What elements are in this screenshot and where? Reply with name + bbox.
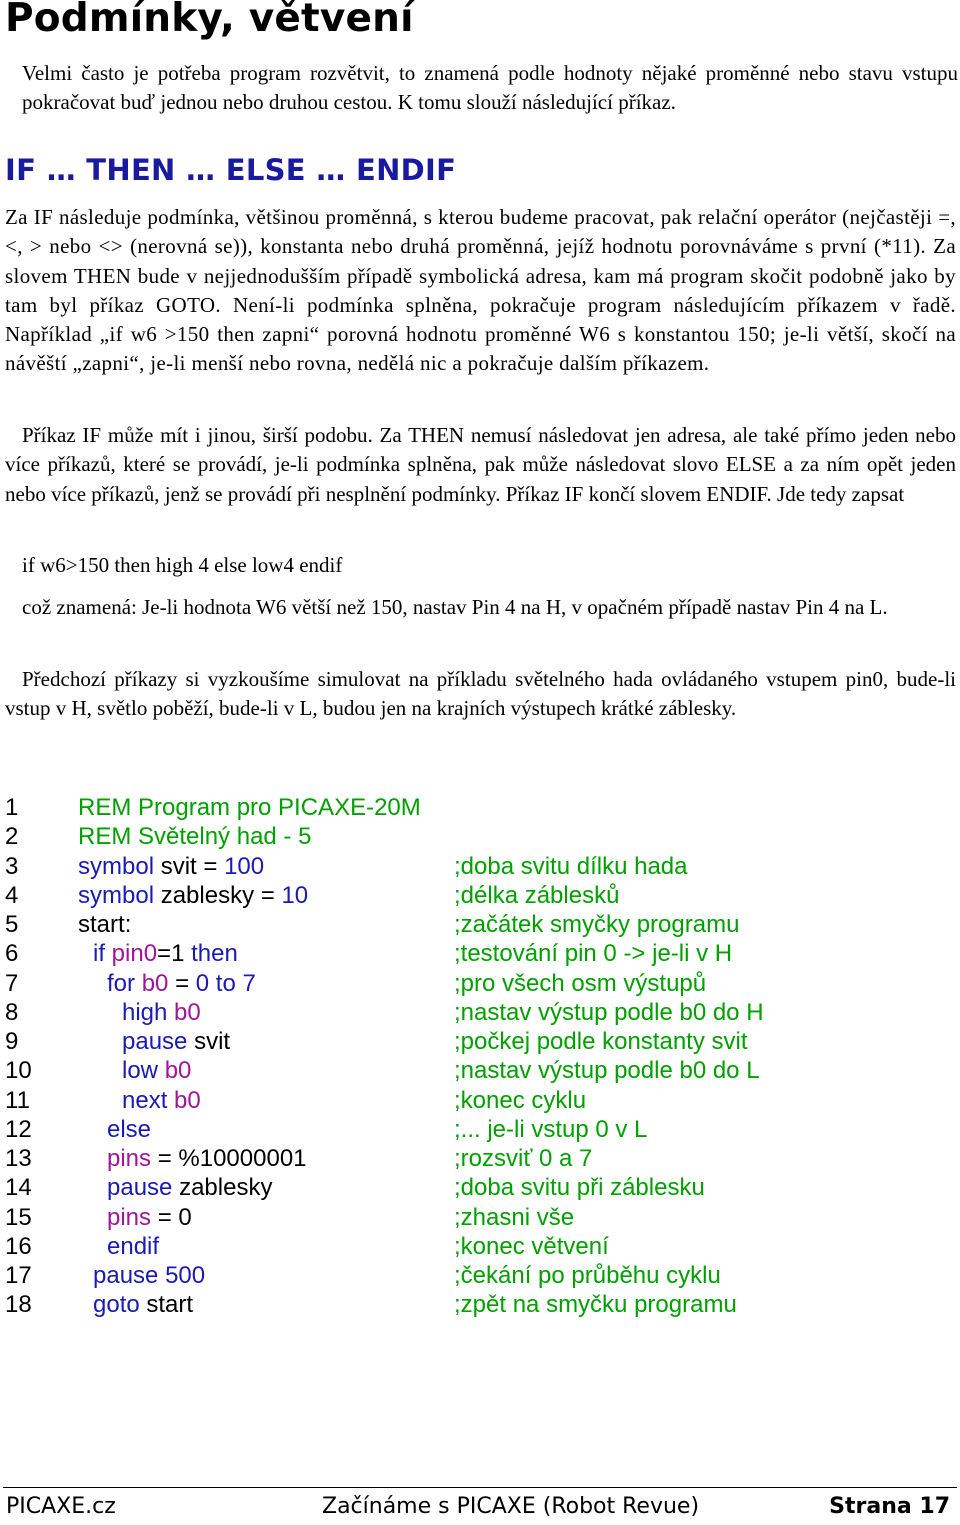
code-line [5,1056,955,1085]
section-heading: IF … THEN … ELSE … ENDIF [5,153,457,187]
code-statement: pause svit [122,1028,231,1055]
code-line [5,1086,955,1115]
paragraph-simulation: Předchozí příkazy si vyzkoušíme simulovat na příkladu světelného hada ovládaného vstupem pin0, bude-li vstup v H, světlo poběží, bude-li v L, budou jen na krajních výstupech krátké záblesky. [5,667,956,721]
paragraph-if-syntax: Za IF následuje podmínka, většinou proměnná, s kterou budeme pracovat, pak relační operátor (nejčastěji =, <, > nebo <> (nerovná se)), konstanta nebo druhá proměnná, jejíž hodnotu porovnáváme s první (*11). Za slovem THEN bude v nejjednodušším případě symbolická adresa, kam má program skočit podobně jako by tam byl příkaz GOTO. Není-li podmínka splněna, pokračuje program následujícím příkazem v řadě. Například „if w6 >150 then zapni“ porovná hodnotu proměnné W6 s konstantou 150; je-li větší, skočí na návěští „zapni“, je-li menší nebo rovna, nedělá nic a pokračuje dalším příkazem. [5,205,956,376]
code-statement: next b0 [122,1086,201,1114]
code-statement: low b0 [122,1057,192,1085]
code-line [5,1203,955,1232]
code-comment: ;zpět na smyčku programu [454,1291,737,1319]
paragraph-if-extended: Příkaz IF může mít i jinou, širší podobu. Za THEN nemusí následovat jen adresa, ale také přímo jeden nebo více příkazů, které se provádí, je-li podmínka splněna, pak může následovat slovo ELSE a za ním opět jeden nebo více příkazů, jenž se provádí při nesplnění podmínky. Příkaz IF končí slovem ENDIF. Jde tedy zapsat [5,423,956,506]
code-line [5,1144,955,1173]
code-line-number: 10 [5,1057,32,1085]
code-line [5,1261,955,1290]
code-statement: REM Světelný had - 5 [78,823,312,851]
code-comment: ;doba svitu dílku hada [454,852,688,880]
code-line-number: 2 [5,823,19,851]
code-line [5,1232,955,1261]
code-line [5,1173,955,1202]
code-line-number: 4 [5,881,19,909]
code-comment: ;doba svitu při záblesku [454,1174,705,1202]
code-statement: goto start [93,1291,194,1319]
code-statement: start: [78,911,132,938]
code-line-number: 8 [5,998,19,1026]
code-line [5,939,955,968]
code-comment: ;nastav výstup podle b0 do H [454,998,764,1026]
code-line [5,1027,955,1056]
code-line-number: 14 [5,1174,32,1202]
code-line-number: 11 [5,1086,30,1114]
code-line [5,881,955,910]
code-statement: REM Program pro PICAXE-20M [78,794,421,821]
footer-divider [3,1487,957,1488]
code-statement: symbol zablesky = 10 [78,881,309,909]
code-statement: pause 500 [93,1262,206,1289]
code-line [5,1115,955,1144]
code-comment: ;pro všech osm výstupů [454,969,707,997]
paragraph-example-meaning: což znamená: Je-li hodnota W6 větší než 150, nastav Pin 4 na H, v opačném případě nastav Pin 4 na L. [22,595,888,619]
code-comment: ;nastav výstup podle b0 do L [454,1057,760,1085]
code-statement: endif [107,1232,160,1260]
code-line-number: 6 [5,940,19,968]
code-line-number: 16 [5,1232,32,1260]
code-line-number: 1 [5,794,19,821]
code-line [5,1290,955,1319]
code-comment: ;zhasni vše [454,1203,575,1231]
code-line [5,822,955,851]
code-comment: ;počkej podle konstanty svit [454,1028,748,1055]
code-comment: ;rozsviť 0 a 7 [454,1145,593,1172]
code-comment: ;... je-li vstup 0 v L [454,1115,648,1143]
code-line-number: 12 [5,1115,32,1143]
code-statement: pins = %10000001 [107,1145,307,1172]
code-statement: if pin0=1 then [93,940,238,968]
code-line [5,910,955,939]
code-comment: ;testování pin 0 -> je-li v H [454,940,733,968]
code-line-number: 13 [5,1145,32,1172]
code-line-number: 9 [5,1028,19,1055]
code-comment: ;začátek smyčky programu [454,911,740,938]
code-statement: high b0 [122,998,201,1026]
code-line-number: 3 [5,852,19,880]
footer-publication: Začínáme s PICAXE (Robot Revue) [322,1494,700,1519]
code-line-number: 15 [5,1203,32,1231]
code-line-number: 7 [5,969,19,997]
code-line [5,793,955,822]
code-statement: for b0 = 0 to 7 [107,969,256,997]
code-statement: else [107,1115,152,1143]
code-statement: pins = 0 [107,1203,192,1231]
code-line-number: 17 [5,1262,32,1289]
code-line-number: 5 [5,911,19,938]
code-statement: pause zablesky [107,1174,273,1202]
intro-paragraph: Velmi často je potřeba program rozvětvit, to znamená podle hodnoty nějaké proměnné nebo stavu vstupu pokračovat buď jednou nebo druhou cestou. K tomu slouží následující příkaz. [22,61,958,115]
code-comment: ;konec větvení [454,1232,609,1260]
code-line [5,852,955,881]
code-line-number: 18 [5,1291,32,1319]
code-line [5,998,955,1027]
code-line [5,969,955,998]
code-statement: symbol svit = 100 [78,852,265,880]
code-comment: ;konec cyklu [454,1086,587,1114]
footer-site: PICAXE.cz [6,1494,116,1519]
code-listing [5,793,955,1320]
paragraph-example: if w6>150 then high 4 else low4 endif [22,553,343,577]
page-title: Podmínky, větvení [5,0,414,41]
code-comment: ;délka záblesků [454,881,620,909]
footer-page-number: Strana 17 [829,1494,950,1519]
code-comment: ;čekání po průběhu cyklu [454,1262,721,1289]
